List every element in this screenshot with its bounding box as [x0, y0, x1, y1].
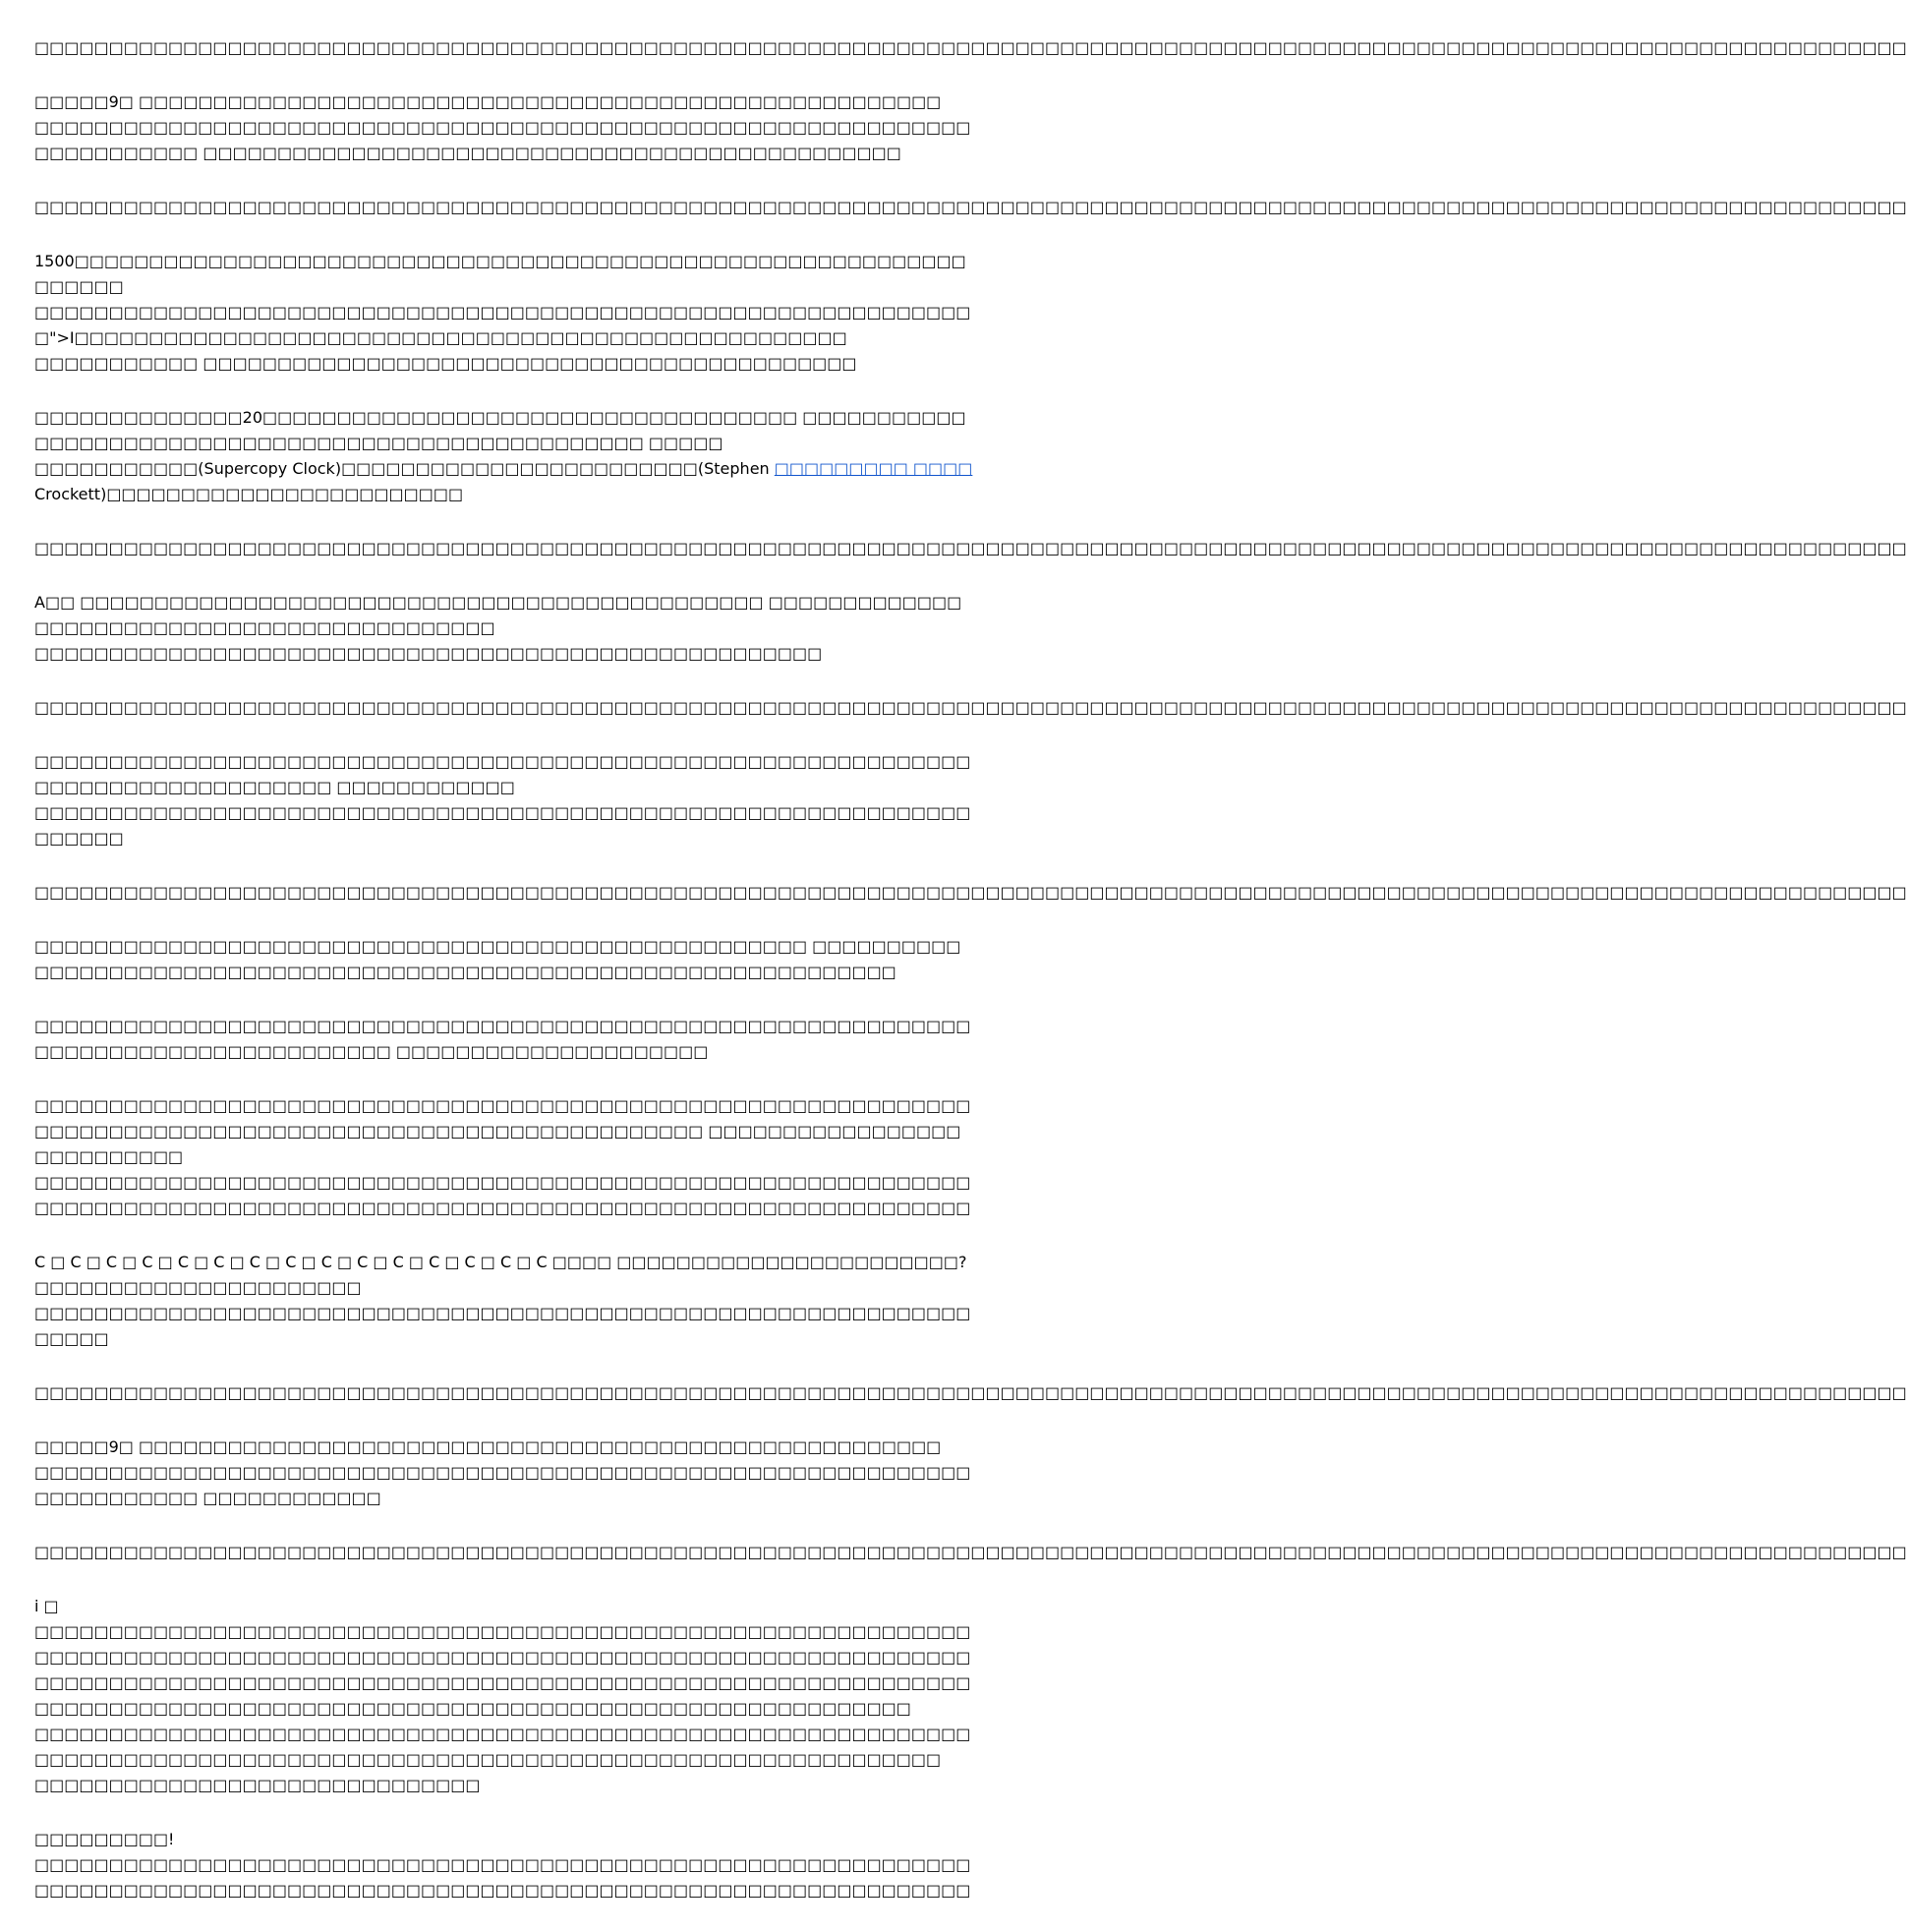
paragraph-3: □□□□□□□□□□□□□□□□□□□□□□□□□□□□□□□□□□□□□□□□□□□□□□□□□□□□□□□□□□□□□□□□□□□□□□□□□□□□□□□□□□□□□□□□□□□□□□□□□□□□□□□□□□□□□□□□□□□□□□□□□□□□□□ [34, 198, 1907, 216]
paragraph-8: □□□□□□□□□□□□□□□□□□□□□□□□□□□□□□□□□□□□□□□□□□□□□□□□□□□□□□□□□□□□□□□□□□□□□□□□□□□□□□□□□□□□□□□□□□□□□□□□□□□□□□□□□□□□□□□□□□□□□□□□□□□□□□ [34, 698, 1907, 717]
paragraph-6: □□□□□□□□□□□□□□□□□□□□□□□□□□□□□□□□□□□□□□□□□□□□□□□□□□□□□□□□□□□□□□□□□□□□□□□□□□□□□□□□□□□□□□□□□□□□□□□□□□□□□□□□□□□□□□□□□□□□□□□□□□□□□□ [34, 539, 1907, 557]
paragraph-19: □□□□□□□□□! □□□□□□□□□□□□□□□□□□□□□□□□□□□□□□□□□□□□□□□□□□□□□□□□□□□□□□□□□□□□□□□□□□□□□□□□□□□□□□□□□□□□□□□□□□□□□□□□□□□□□□□□□□□□□□□□□□□□□□□□□□□□□□ [34, 1830, 971, 1900]
article-body [34, 35, 1907, 1932]
paragraph-5-text-after: Crockett)□□□□□□□□□□□□□□□□□□□□□□□□ [34, 459, 978, 503]
paragraph-5-text-before: □□□□□□□□□□□□□□20□□□□□□□□□□□□□□□□□□□□□□□□□□□□□□□□□□□□ □□□□□□□□□□□□□□□□□□□□□□□□□□□□□□□□□□□□□□□□□□□□□□□□□□□□ □□□□□ □□□□□□□□□□□(Supercopy Clock)□□□□□□□□□□□□□□□□□□□□□□□□(Stephen [34, 408, 966, 478]
paragraph-10: □□□□□□□□□□□□□□□□□□□□□□□□□□□□□□□□□□□□□□□□□□□□□□□□□□□□□□□□□□□□□□□□□□□□□□□□□□□□□□□□□□□□□□□□□□□□□□□□□□□□□□□□□□□□□□□□□□□□□□□□□□□□□□ [34, 883, 1907, 902]
paragraph-7: A□□ □□□□□□□□□□□□□□□□□□□□□□□□□□□□□□□□□□□□□□□□□□□□□□ □□□□□□□□□□□□□□□□□□□□□□□□□□□□□□□□□□□□□□□□□□□□ □□□□□□□□□□□□□□□□□□□□□□□□□□□□□□□□□□□□□□□□□□□□□□□□□□□□□ [34, 593, 962, 663]
paragraph-18: i □ □□□□□□□□□□□□□□□□□□□□□□□□□□□□□□□□□□□□□□□□□□□□□□□□□□□□□□□□□□□□□□□□□□□□□□□□□□□□□□□□□□□□□□□□□□□□□□□□□□□□□□□□□□□□□□□□□□□□□□□□□□□□□□ □□□□□□□□□□□□□□□□□□□□□□□□□□□□□□□□□□□□□□□□□□□□□□□□□□□□□□□□□□□□□□□□□□□□□□□□□□□□□□□□□□□□□□□□□□□□□□□□□□□□□□□□□□□□□□□□□□□□□□□□□□ □□□□□□□□□□□□□□□□□□□□□□□□□□□□□□□□□□□□□□□□□□□□□□□□□□□□□□□□□□□□□□□□□□□□□□□□□□□□□□□□□□□□□□□□□□□□□□□□□□□□□□□□□□□□□□□□□□□□□□□□□□□□ □□□□□□□□□□□□□□□□□□□□□□□□□□□□□□ [34, 1597, 971, 1794]
paragraph-17: □□□□□□□□□□□□□□□□□□□□□□□□□□□□□□□□□□□□□□□□□□□□□□□□□□□□□□□□□□□□□□□□□□□□□□□□□□□□□□□□□□□□□□□□□□□□□□□□□□□□□□□□□□□□□□□□□□□□□□□□□□□□□□ [34, 1543, 1907, 1561]
paragraph-5 [34, 405, 978, 507]
inline-link[interactable]: □□□□□□□□□ □□□□ [774, 459, 973, 478]
paragraph-1: □□□□□□□□□□□□□□□□□□□□□□□□□□□□□□□□□□□□□□□□□□□□□□□□□□□□□□□□□□□□□□□□□□□□□□□□□□□□□□□□□□□□□□□□□□□□□□□□□□□□□□□□□□□□□□□□□□□□□□□□□□□□□□ [34, 38, 1907, 57]
paragraph-15: □□□□□□□□□□□□□□□□□□□□□□□□□□□□□□□□□□□□□□□□□□□□□□□□□□□□□□□□□□□□□□□□□□□□□□□□□□□□□□□□□□□□□□□□□□□□□□□□□□□□□□□□□□□□□□□□□□□□□□□□□□□□□□ [34, 1383, 1907, 1402]
paragraph-16: □□□□□9□ □□□□□□□□□□□□□□□□□□□□□□□□□□□□□□□□□□□□□□□□□□□□□□□□□□□□□□ □□□□□□□□□□□□□□□□□□□□□□□□□□□□□□□□□□□□□□□□□□□□□□□□□□□□□□□□□□□□□□□□□□□□□□□□□□ □□□□□□□□□□□□ [34, 1437, 971, 1507]
paragraph-14: C □ C □ C □ C □ C □ C □ C □ C □ C □ C □ C □ C □ C □ C □ C □□□□ □□□□□□□□□□□□□□□□□□□□□□□? □□□□□□□□□□□□□□□□□□□□□□ □□□□□□□□□□□□□□□□□□□□□□□□□□□□□□□□□□□□□□□□□□□□□□□□□□□□□□□□□□□□□□□□□□□□ [34, 1253, 971, 1348]
paragraph-4: 1500□□□□□□□□□□□□□□□□□□□□□□□□□□□□□□□□□□□□□□□□□□□□□□□□□□□□□□□□□□□□□□□□□□ □□□□□□□□□□□□□□□□□□□□□□□□□□□□□□□□□□□□□□□□□□□□□□□□□□□□□□□□□□□□□□□□">I□□□□□□□□□□□□□□□□□□□□□□□□□□□□□□□□□□□□□□□□□□□□□□□□□□□□ □□□□□□□□□□□ □□□□□□□□□□□□□□□□□□□□□□□□□□□□□□□□□□□□□□□□□□□□ [34, 252, 971, 373]
paragraph-12: □□□□□□□□□□□□□□□□□□□□□□□□□□□□□□□□□□□□□□□□□□□□□□□□□□□□□□□□□□□□□□□□□□□□□□□□□□□□□□□□□□□□□□□ □□□□□□□□□□□□□□□□□□□□□ [34, 1017, 971, 1061]
paragraph-2: □□□□□9□ □□□□□□□□□□□□□□□□□□□□□□□□□□□□□□□□□□□□□□□□□□□□□□□□□□□□□□ □□□□□□□□□□□□□□□□□□□□□□□□□□□□□□□□□□□□□□□□□□□□□□□□□□□□□□□□□□□□□□□□□□□□□□□□□□ □□□□□□□□□□□□□□□□□□□□□□□□□□□□□□□□□□□□□□□□□□□□□□□ [34, 92, 971, 162]
paragraph-9: □□□□□□□□□□□□□□□□□□□□□□□□□□□□□□□□□□□□□□□□□□□□□□□□□□□□□□□□□□□□□□□□□□□□□□□□□□□□□□□□□□□ □□□□□□□□□□□□ □□□□□□□□□□□□□□□□□□□□□□□□□□□□□□□□□□□□□□□□□□□□□□□□□□□□□□□□□□□□□□□□□□□□□ [34, 752, 971, 848]
paragraph-11: □□□□□□□□□□□□□□□□□□□□□□□□□□□□□□□□□□□□□□□□□□□□□□□□□□□□ □□□□□□□□□□□□□□□□□□□□□□□□□□□□□□□□□□□□□□□□□□□□□□□□□□□□□□□□□□□□□□□□□□□□ [34, 937, 961, 981]
paragraph-13: □□□□□□□□□□□□□□□□□□□□□□□□□□□□□□□□□□□□□□□□□□□□□□□□□□□□□□□□□□□□□□□□□□□□□□□□□□□□□□□□□□□□□□□□□□□□□□□□□□□□□□□□□□□□ □□□□□□□□□□□□□□□□□□□□□□□□□□□ □□□□□□□□□□□□□□□□□□□□□□□□□□□□□□□□□□□□□□□□□□□□□□□□□□□□□□□□□□□□□□□□□□□□□□□□□□□□□□□□□□□□□□□□□□□□□□□□□□□□□□□□□□□□□□□□□□□□□□□□□□□□□□ [34, 1096, 971, 1217]
